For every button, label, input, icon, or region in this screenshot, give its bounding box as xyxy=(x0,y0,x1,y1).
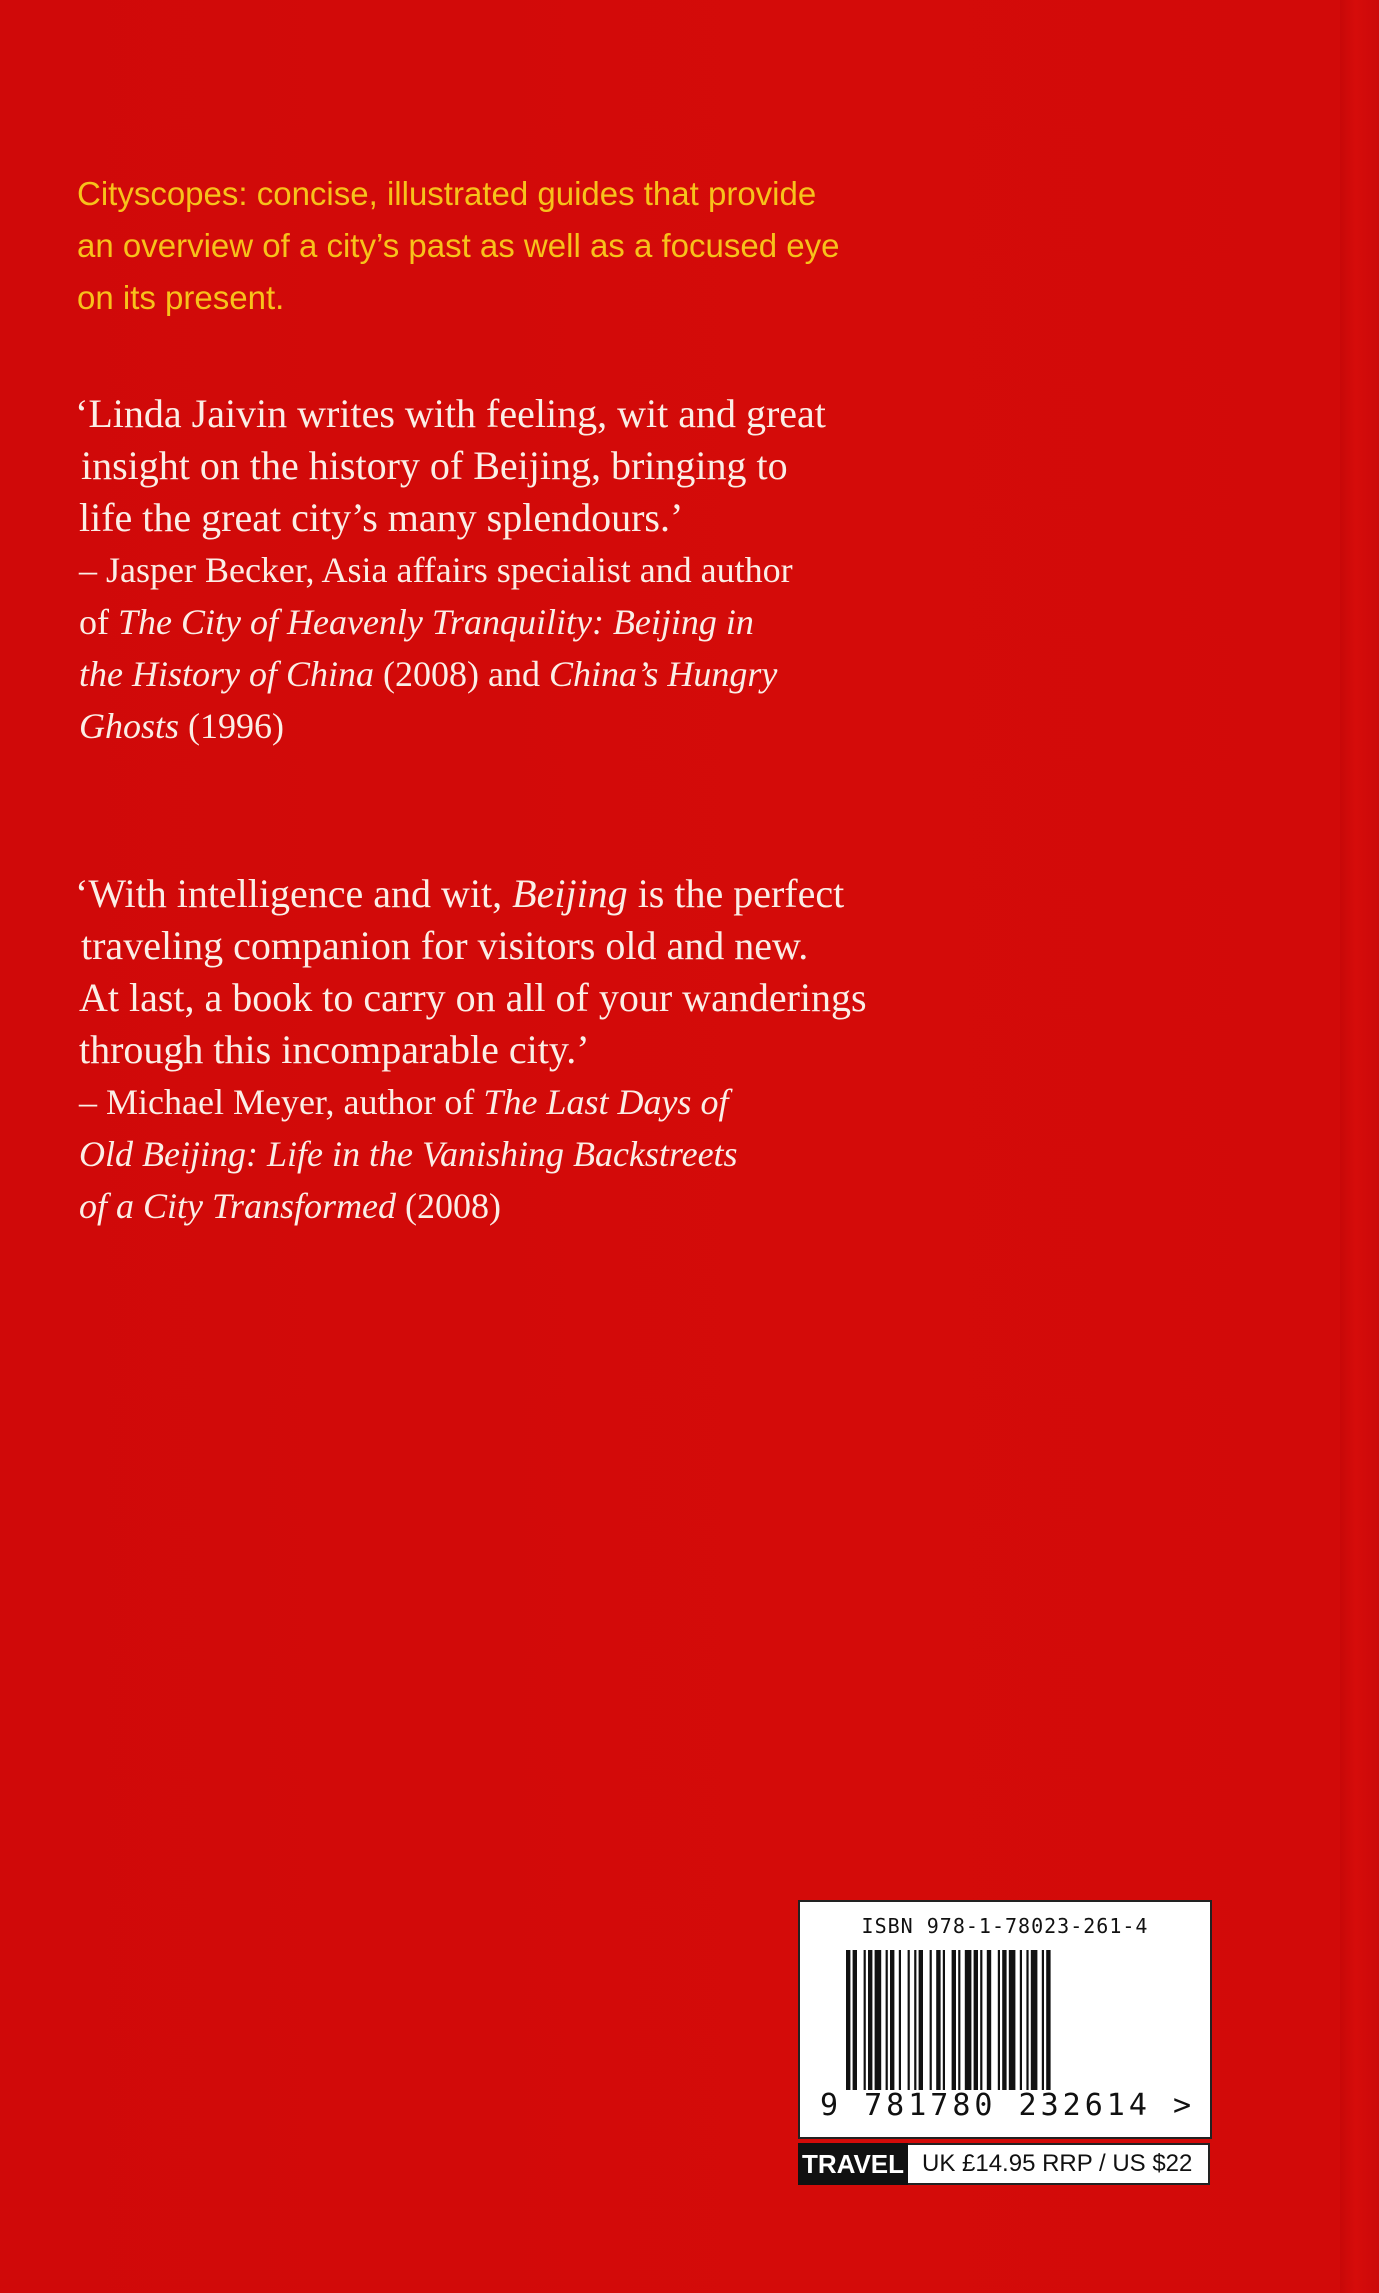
ean-digits: 9 781780 232614 > xyxy=(820,2088,1196,2123)
barcode-bar xyxy=(965,1950,972,2090)
barcode-bar xyxy=(908,1950,910,2090)
quote-text: ‘With intelligence and wit, xyxy=(75,871,513,916)
quote-line: through this incomparable city.’ xyxy=(79,1027,590,1072)
attribution-text: (2008) xyxy=(396,1186,502,1226)
blurb-line: Cityscopes: concise, illustrated guides that provide xyxy=(77,175,817,212)
attribution-line xyxy=(75,1180,1075,1232)
spine-edge xyxy=(1340,0,1379,2293)
book-title: Ghosts xyxy=(79,706,180,746)
attribution-text: – Michael Meyer, author of xyxy=(79,1082,484,1122)
barcode-bar xyxy=(864,1950,866,2090)
isbn-number: ISBN 978-1-78023-261-4 xyxy=(861,1914,1149,1938)
attribution-text: (1996) xyxy=(179,706,285,746)
quote-line: traveling companion for visitors old and new. xyxy=(81,923,809,968)
barcode-bar xyxy=(919,1950,923,2090)
book-title: The Last Days of xyxy=(483,1082,729,1122)
barcode-bar xyxy=(1009,1950,1016,2090)
barcode-bar xyxy=(886,1950,888,2090)
review-quote-meyer xyxy=(75,868,1075,1232)
barcode-bar xyxy=(998,1950,1000,2090)
book-title: the History of China xyxy=(79,654,374,694)
barcode-bar xyxy=(899,1950,901,2090)
barcode-label xyxy=(798,1900,1212,2139)
attribution-line xyxy=(75,596,1075,648)
attribution-line xyxy=(75,700,1075,752)
barcode-bar xyxy=(853,1950,857,2090)
quote-line: ‘Linda Jaivin writes with feeling, wit and great xyxy=(75,391,826,436)
price-text: UK £14.95 RRP / US $22 xyxy=(908,2143,1210,2185)
barcode-bar xyxy=(987,1950,991,2090)
barcode-bar xyxy=(1020,1950,1022,2090)
attribution-line: – Jasper Becker, Asia affairs specialist and author xyxy=(79,550,793,590)
barcode-bar xyxy=(980,1950,982,2090)
barcode-bar xyxy=(875,1950,882,2090)
barcode-bar xyxy=(958,1950,960,2090)
barcode-bar xyxy=(846,1950,850,2090)
barcode-bar xyxy=(868,1950,872,2090)
barcode-bar xyxy=(974,1950,978,2090)
quote-line: life the great city’s many splendours.’ xyxy=(79,495,684,540)
book-title: Old Beijing: Life in the Vanishing Backstreets xyxy=(79,1134,738,1174)
barcode-bar xyxy=(1031,1950,1038,2090)
quote-line: At last, a book to carry on all of your wanderings xyxy=(79,975,867,1020)
barcode-bar xyxy=(1042,1950,1044,2090)
barcode-bar xyxy=(1002,1950,1006,2090)
barcode-bar xyxy=(1026,1950,1028,2090)
barcode-bar xyxy=(943,1950,945,2090)
barcode-bar xyxy=(936,1950,940,2090)
attribution-line xyxy=(75,648,1075,700)
barcode-bar xyxy=(930,1950,932,2090)
blurb-line: an overview of a city’s past as well as a focused eye xyxy=(77,227,840,264)
quote-line xyxy=(75,868,1075,920)
barcode-bar xyxy=(1046,1950,1050,2090)
series-blurb xyxy=(77,168,977,324)
barcode-bar xyxy=(890,1950,894,2090)
category-badge: TRAVEL xyxy=(798,2143,908,2185)
barcode-bar xyxy=(914,1950,916,2090)
book-title: China’s Hungry xyxy=(548,654,778,694)
barcode-icon xyxy=(846,1950,1176,2090)
book-title: The City of Heavenly Tranquility: Beijing in xyxy=(118,602,754,642)
attribution-text: of xyxy=(79,602,118,642)
book-title: of a City Transformed xyxy=(79,1186,397,1226)
attribution-text: (2008) and xyxy=(374,654,549,694)
attribution-line xyxy=(75,1076,1075,1128)
quote-text: is the perfect xyxy=(627,871,845,916)
barcode-bar xyxy=(952,1950,956,2090)
quote-line: insight on the history of Beijing, bringing to xyxy=(81,443,788,488)
book-title: Beijing xyxy=(512,871,628,916)
blurb-line: on its present. xyxy=(77,279,285,316)
price-label xyxy=(798,2143,1210,2185)
review-quote-jaivin xyxy=(75,388,1075,752)
